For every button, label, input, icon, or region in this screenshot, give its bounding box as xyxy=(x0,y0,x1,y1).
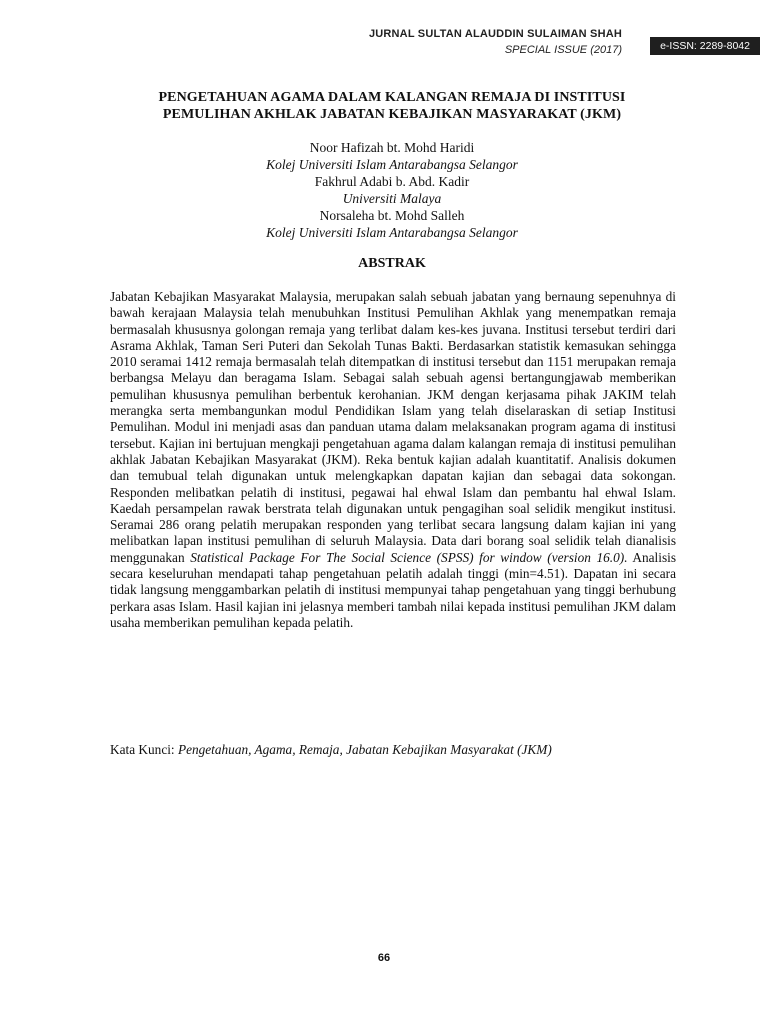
journal-header xyxy=(0,28,768,68)
abstract-text-part-1: Jabatan Kebajikan Masyarakat Malaysia, merupakan salah sebuah jabatan yang bernaung sepenuhnya di bawah kerajaan Malaysia telah menubuhkan Institusi Pemulihan Akhlak yang menempatkan remaja bermasalah khususnya golongan remaja yang terlibat dalam kes-kes juvana. Institusi tersebut terdiri dari Asrama Akhlak, Taman Seri Puteri dan Sekolah Tunas Bakti. Berdasarkan statistik kemasukan sehingga 2010 seramai 1412 remaja bermasalah telah ditempatkan di institusi tersebut dan 1151 merupakan remaja berbangsa Melayu dan beragama Islam. Sebagai salah sebuah agensi bertangungjawab memberikan pemulihan khususnya pemulihan berbentuk kerohanian. JKM dengan kerjasama pihak JAKIM telah merangka serta membangunkan modul Pendidikan Islam yang telah diselaraskan di setiap Institusi Pemulihan. Modul ini menjadi asas dan panduan utama dalam melaksanakan program agama di institusi tersebut. Kajian ini bertujuan mengkaji pengetahuan agama dalam kalangan remaja di institusi pemulihan akhlak Jabatan Kebajikan Masyarakat (JKM). Reka bentuk kajian adalah kuantitatif. Analisis dokumen dan temubual telah digunakan untuk melengkapkan dapatan kajian dan sebagai data sokongan. Responden melibatkan pelatih di institusi, pegawai hal ehwal Islam dan pembantu hal ehwal Islam. Kaedah persampelan rawak berstrata telah digunakan untuk pengagihan soal selidik mengikut institusi. Seramai 286 orang pelatih merupakan responden yang terlibat secara langsung dalam kajian ini yang melibatkan lapan institusi pemulihan di seluruh Malaysia. Data dari borang soal selidik telah dianalisis menggunakan xyxy=(110,289,676,565)
abstract-heading: ABSTRAK xyxy=(358,256,426,271)
paper-title-line-2: PEMULIHAN AKHLAK JABATAN KEBAJIKAN MASYARAKAT (JKM) xyxy=(162,107,622,122)
abstract-software-name: Statistical Package For The Social Science (SPSS) for window (version 16.0). xyxy=(190,549,628,565)
author-affiliation: Universiti Malaya xyxy=(342,191,442,206)
keywords-values: Pengetahuan, Agama, Remaja, Jabatan Kebajikan Masyarakat (JKM) xyxy=(177,742,552,757)
keywords-label: Kata Kunci: xyxy=(110,742,175,757)
journal-name: JURNAL SULTAN ALAUDDIN SULAIMAN SHAH xyxy=(368,28,622,40)
keywords xyxy=(110,742,676,758)
author-name: Norsaleha bt. Mohd Salleh xyxy=(319,208,465,223)
author-name: Fakhrul Adabi b. Abd. Kadir xyxy=(314,174,470,189)
author-name: Noor Hafizah bt. Mohd Haridi xyxy=(309,140,475,155)
author-affiliation: Kolej Universiti Islam Antarabangsa Selangor xyxy=(266,157,518,172)
issn-badge: e-ISSN: 2289-8042 xyxy=(650,37,760,55)
abstract-text-part-2: Analisis secara keseluruhan mendapati tahap pengetahuan pelatih adalah tinggi (min=4.51). Dapatan ini secara tidak langsung menggambarkan pelatih di institusi mempunyai tahap pengetahuan yang tinggi berhubung perkara asas Islam. Hasil kajian ini jelasnya memberi tambah nilai kepada institusi pemulihan JKM dalam usaha memberikan pemulihan kepada pelatih. xyxy=(110,549,676,630)
author-affiliation: Kolej Universiti Islam Antarabangsa Selangor xyxy=(266,225,518,240)
special-issue-label: SPECIAL ISSUE (2017) xyxy=(504,44,622,56)
page-number: 66 xyxy=(377,952,391,964)
abstract-body xyxy=(110,289,676,631)
paper-title xyxy=(100,89,684,123)
author-block xyxy=(100,139,684,241)
paper-title-line-1: PENGETAHUAN AGAMA DALAM KALANGAN REMAJA DI INSTITUSI xyxy=(158,90,626,105)
